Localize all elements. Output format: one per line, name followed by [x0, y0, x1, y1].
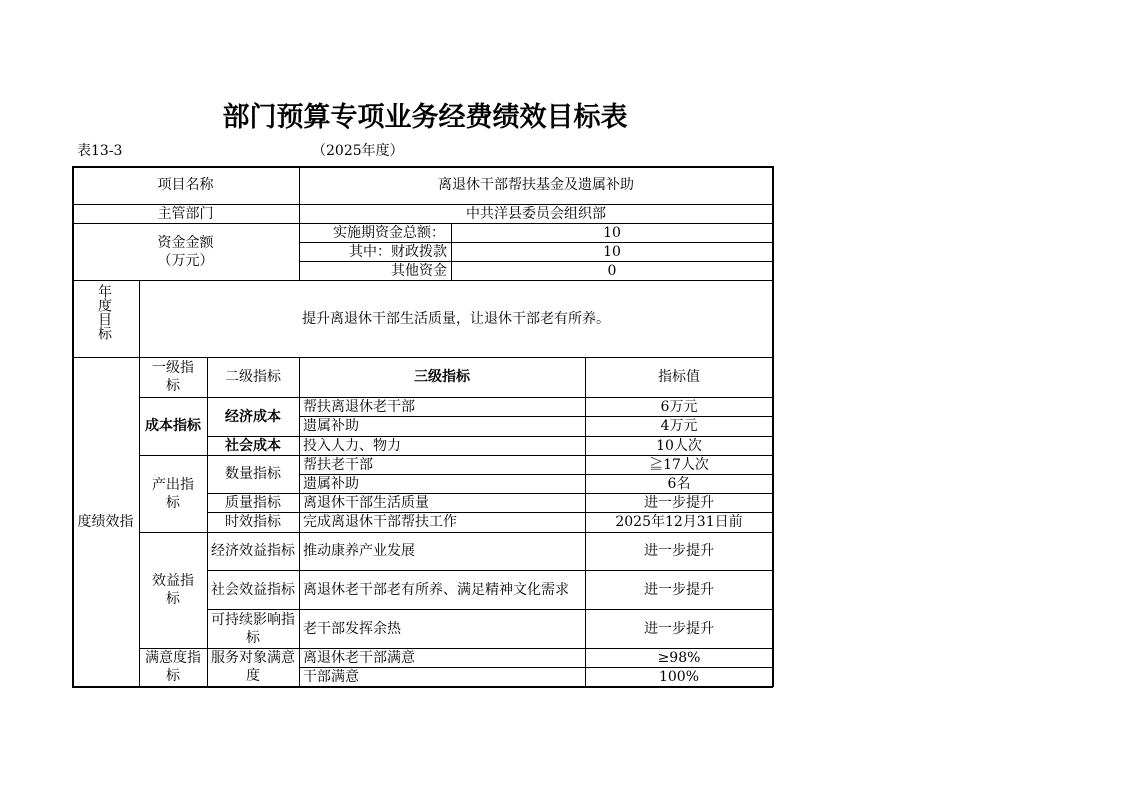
funds-total-label: 实施期资金总额： — [333, 224, 445, 241]
header-level1: 一级指标 — [152, 360, 194, 394]
cost-econ: 经济成本 — [225, 408, 281, 425]
dept-value: 中共洋县委员会组织部 — [466, 205, 606, 222]
funds-label-line1: 资金金额 — [157, 234, 214, 251]
year-label: （2025年度） — [312, 143, 404, 159]
header-level3: 三级指标 — [414, 369, 470, 385]
header-value: 指标值 — [658, 369, 700, 385]
dept-label: 主管部门 — [157, 205, 214, 222]
funds-other-label: 其他资金 — [391, 262, 447, 279]
benefit-row-value: 进一步提升 — [644, 620, 714, 637]
benefit-sustain: 可持续影响指标 — [211, 611, 295, 646]
cost-social: 社会成本 — [225, 437, 281, 454]
cost-row-value: 6万元 — [660, 398, 698, 415]
funds-fiscal-value: 10 — [603, 243, 621, 260]
table-code: 表13-3 — [77, 143, 123, 159]
output-row-name: 遗属补助 — [303, 475, 359, 492]
annual-goal-label: 年度目标 — [96, 284, 112, 340]
project-name-value: 离退休干部帮扶基金及遗属补助 — [438, 177, 634, 193]
benefit-level1: 效益指标 — [152, 573, 194, 607]
funds-label-line2: （万元） — [157, 252, 214, 269]
satisfaction-row-name: 离退休老干部满意 — [303, 649, 415, 666]
output-level1: 产出指标 — [152, 476, 194, 511]
funds-label — [72, 223, 299, 280]
output-row-value: ≧17人次 — [649, 456, 709, 473]
benefit-row-name: 老干部发挥余热 — [303, 620, 401, 637]
annual-goal-value: 提升离退休干部生活质量，让退休干部老有所养。 — [302, 310, 610, 327]
cost-row-value: 10人次 — [656, 437, 702, 454]
page-title: 部门预算专项业务经费绩效目标表 — [222, 102, 628, 133]
output-quantity: 数量指标 — [225, 466, 281, 482]
cost-row-name: 遗属补助 — [303, 418, 359, 434]
cost-row-value: 4万元 — [660, 418, 698, 434]
benefit-social: 社会效益指标 — [211, 581, 295, 598]
satisfaction-row-value: 100% — [658, 668, 700, 685]
funds-fiscal-label: 其中：财政拨款 — [349, 243, 447, 260]
project-name-label: 项目名称 — [157, 177, 214, 193]
funds-other-value: 0 — [607, 262, 617, 279]
benefit-econ: 经济效益指标 — [211, 543, 295, 559]
benefit-row-value: 进一步提升 — [644, 581, 714, 598]
output-row-name: 帮扶老干部 — [303, 456, 373, 473]
benefit-row-name: 推动康养产业发展 — [303, 543, 415, 559]
cost-row-name: 帮扶离退休老干部 — [303, 398, 415, 415]
output-row-value: 2025年12月31日前 — [615, 514, 743, 530]
output-quality: 质量指标 — [225, 494, 281, 511]
performance-label: 度绩效指 — [77, 513, 134, 530]
output-row-value: 6名 — [667, 475, 691, 492]
satisfaction-level2: 服务对象满意度 — [211, 650, 295, 684]
benefit-row-name: 离退休老干部老有所养、满足精神文化需求 — [303, 581, 569, 598]
satisfaction-level1: 满意度指标 — [145, 650, 201, 684]
output-row-name: 完成离退休干部帮扶工作 — [303, 514, 457, 530]
output-timeliness: 时效指标 — [225, 514, 281, 530]
satisfaction-row-name: 干部满意 — [303, 668, 359, 685]
output-row-value: 进一步提升 — [644, 494, 714, 511]
satisfaction-row-value: ≥98% — [657, 649, 701, 666]
header-level2: 二级指标 — [225, 369, 281, 385]
output-row-name: 离退休干部生活质量 — [303, 494, 429, 511]
cost-row-name: 投入人力、物力 — [303, 437, 401, 454]
benefit-row-value: 进一步提升 — [644, 543, 714, 559]
cost-level1: 成本指标 — [145, 418, 201, 434]
table-border-bottom — [72, 686, 773, 688]
funds-total-value: 10 — [603, 224, 621, 241]
